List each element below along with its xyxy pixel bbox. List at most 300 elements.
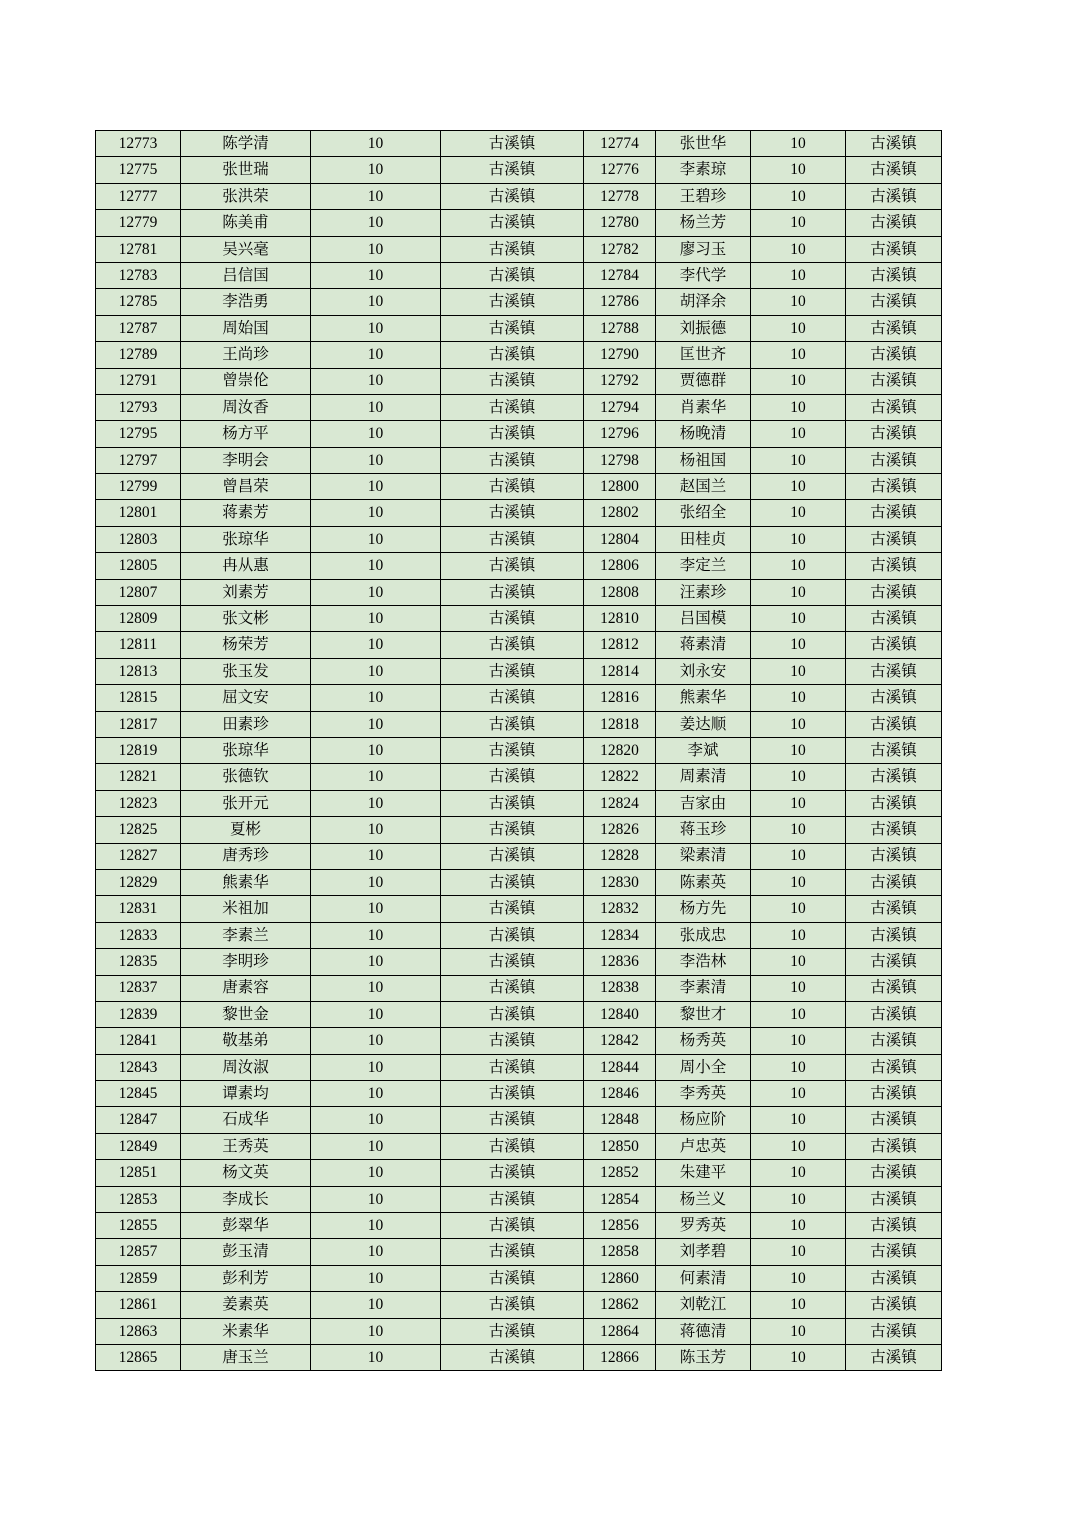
serial-number-left-cell: 12773	[96, 131, 181, 157]
table-row	[96, 975, 942, 1001]
serial-number-right-cell: 12860	[584, 1265, 656, 1291]
name-left-cell: 张文彬	[181, 606, 311, 632]
name-left-cell: 周始国	[181, 315, 311, 341]
name-right-cell: 杨兰芳	[656, 210, 751, 236]
name-left-cell: 陈美甫	[181, 210, 311, 236]
table-row	[96, 869, 942, 895]
amount-left-cell: 10	[311, 421, 441, 447]
town-right-cell: 古溪镇	[846, 658, 942, 684]
serial-number-right-cell: 12820	[584, 737, 656, 763]
town-left-cell: 古溪镇	[441, 289, 584, 315]
table-row	[96, 1028, 942, 1054]
table-row	[96, 843, 942, 869]
serial-number-left-cell: 12865	[96, 1344, 181, 1370]
name-left-cell: 唐秀珍	[181, 843, 311, 869]
name-left-cell: 杨荣芳	[181, 632, 311, 658]
town-left-cell: 古溪镇	[441, 737, 584, 763]
amount-left-cell: 10	[311, 342, 441, 368]
amount-right-cell: 10	[751, 1133, 846, 1159]
name-right-cell: 杨兰义	[656, 1186, 751, 1212]
town-right-cell: 古溪镇	[846, 183, 942, 209]
amount-left-cell: 10	[311, 658, 441, 684]
name-right-cell: 李素清	[656, 975, 751, 1001]
amount-left-cell: 10	[311, 394, 441, 420]
name-right-cell: 卢忠英	[656, 1133, 751, 1159]
serial-number-left-cell: 12819	[96, 737, 181, 763]
amount-right-cell: 10	[751, 975, 846, 1001]
table-row	[96, 1081, 942, 1107]
town-left-cell: 古溪镇	[441, 183, 584, 209]
table-row	[96, 737, 942, 763]
name-left-cell: 蒋素芳	[181, 500, 311, 526]
town-right-cell: 古溪镇	[846, 210, 942, 236]
serial-number-right-cell: 12826	[584, 817, 656, 843]
amount-right-cell: 10	[751, 579, 846, 605]
serial-number-right-cell: 12804	[584, 526, 656, 552]
serial-number-left-cell: 12841	[96, 1028, 181, 1054]
name-left-cell: 彭玉清	[181, 1239, 311, 1265]
name-right-cell: 杨晚清	[656, 421, 751, 447]
name-right-cell: 田桂贞	[656, 526, 751, 552]
serial-number-right-cell: 12862	[584, 1292, 656, 1318]
name-right-cell: 罗秀英	[656, 1213, 751, 1239]
town-left-cell: 古溪镇	[441, 1054, 584, 1080]
town-right-cell: 古溪镇	[846, 1265, 942, 1291]
serial-number-right-cell: 12858	[584, 1239, 656, 1265]
serial-number-right-cell: 12816	[584, 685, 656, 711]
table-row	[96, 474, 942, 500]
amount-right-cell: 10	[751, 817, 846, 843]
table-row	[96, 394, 942, 420]
amount-right-cell: 10	[751, 843, 846, 869]
town-left-cell: 古溪镇	[441, 764, 584, 790]
amount-left-cell: 10	[311, 210, 441, 236]
name-right-cell: 周素清	[656, 764, 751, 790]
town-left-cell: 古溪镇	[441, 1265, 584, 1291]
amount-left-cell: 10	[311, 685, 441, 711]
town-left-cell: 古溪镇	[441, 1001, 584, 1027]
serial-number-right-cell: 12814	[584, 658, 656, 684]
town-left-cell: 古溪镇	[441, 368, 584, 394]
table-row	[96, 500, 942, 526]
table-row	[96, 922, 942, 948]
name-left-cell: 吴兴毫	[181, 236, 311, 262]
table-row	[96, 1186, 942, 1212]
name-right-cell: 刘乾江	[656, 1292, 751, 1318]
serial-number-left-cell: 12861	[96, 1292, 181, 1318]
amount-right-cell: 10	[751, 131, 846, 157]
roster-table-body	[96, 131, 942, 1371]
town-right-cell: 古溪镇	[846, 711, 942, 737]
table-row	[96, 526, 942, 552]
amount-left-cell: 10	[311, 843, 441, 869]
town-left-cell: 古溪镇	[441, 1081, 584, 1107]
table-row	[96, 289, 942, 315]
amount-right-cell: 10	[751, 500, 846, 526]
serial-number-left-cell: 12849	[96, 1133, 181, 1159]
amount-left-cell: 10	[311, 711, 441, 737]
name-left-cell: 吕信国	[181, 262, 311, 288]
serial-number-right-cell: 12838	[584, 975, 656, 1001]
serial-number-left-cell: 12859	[96, 1265, 181, 1291]
table-row	[96, 764, 942, 790]
name-left-cell: 张玉发	[181, 658, 311, 684]
amount-left-cell: 10	[311, 474, 441, 500]
table-row	[96, 315, 942, 341]
name-right-cell: 杨应阶	[656, 1107, 751, 1133]
town-right-cell: 古溪镇	[846, 553, 942, 579]
name-left-cell: 曾崇伦	[181, 368, 311, 394]
amount-left-cell: 10	[311, 183, 441, 209]
amount-left-cell: 10	[311, 500, 441, 526]
name-right-cell: 汪素珍	[656, 579, 751, 605]
serial-number-left-cell: 12845	[96, 1081, 181, 1107]
name-right-cell: 姜达顺	[656, 711, 751, 737]
name-left-cell: 张洪荣	[181, 183, 311, 209]
town-left-cell: 古溪镇	[441, 474, 584, 500]
amount-left-cell: 10	[311, 1160, 441, 1186]
amount-left-cell: 10	[311, 1133, 441, 1159]
amount-left-cell: 10	[311, 975, 441, 1001]
name-left-cell: 田素珍	[181, 711, 311, 737]
serial-number-left-cell: 12839	[96, 1001, 181, 1027]
serial-number-left-cell: 12833	[96, 922, 181, 948]
name-left-cell: 姜素英	[181, 1292, 311, 1318]
name-right-cell: 肖素华	[656, 394, 751, 420]
serial-number-left-cell: 12779	[96, 210, 181, 236]
name-right-cell: 蒋德清	[656, 1318, 751, 1344]
amount-left-cell: 10	[311, 1344, 441, 1370]
town-left-cell: 古溪镇	[441, 1133, 584, 1159]
serial-number-right-cell: 12796	[584, 421, 656, 447]
amount-left-cell: 10	[311, 131, 441, 157]
amount-right-cell: 10	[751, 685, 846, 711]
town-left-cell: 古溪镇	[441, 1213, 584, 1239]
amount-right-cell: 10	[751, 869, 846, 895]
serial-number-right-cell: 12808	[584, 579, 656, 605]
town-right-cell: 古溪镇	[846, 685, 942, 711]
town-left-cell: 古溪镇	[441, 1160, 584, 1186]
town-left-cell: 古溪镇	[441, 896, 584, 922]
town-left-cell: 古溪镇	[441, 843, 584, 869]
name-right-cell: 王碧珍	[656, 183, 751, 209]
amount-right-cell: 10	[751, 790, 846, 816]
town-right-cell: 古溪镇	[846, 1160, 942, 1186]
amount-left-cell: 10	[311, 606, 441, 632]
amount-right-cell: 10	[751, 1292, 846, 1318]
amount-left-cell: 10	[311, 236, 441, 262]
name-right-cell: 梁素清	[656, 843, 751, 869]
serial-number-left-cell: 12825	[96, 817, 181, 843]
amount-right-cell: 10	[751, 289, 846, 315]
serial-number-right-cell: 12854	[584, 1186, 656, 1212]
name-right-cell: 周小全	[656, 1054, 751, 1080]
amount-right-cell: 10	[751, 922, 846, 948]
table-row	[96, 1213, 942, 1239]
name-right-cell: 胡泽余	[656, 289, 751, 315]
serial-number-left-cell: 12815	[96, 685, 181, 711]
serial-number-right-cell: 12812	[584, 632, 656, 658]
town-left-cell: 古溪镇	[441, 236, 584, 262]
town-right-cell: 古溪镇	[846, 342, 942, 368]
town-left-cell: 古溪镇	[441, 210, 584, 236]
table-row	[96, 949, 942, 975]
amount-right-cell: 10	[751, 394, 846, 420]
town-right-cell: 古溪镇	[846, 1107, 942, 1133]
name-left-cell: 王尚珍	[181, 342, 311, 368]
serial-number-left-cell: 12777	[96, 183, 181, 209]
name-right-cell: 李浩林	[656, 949, 751, 975]
serial-number-left-cell: 12829	[96, 869, 181, 895]
roster-table	[95, 130, 942, 1371]
name-right-cell: 张绍全	[656, 500, 751, 526]
name-right-cell: 李定兰	[656, 553, 751, 579]
town-right-cell: 古溪镇	[846, 975, 942, 1001]
name-left-cell: 唐素容	[181, 975, 311, 1001]
name-right-cell: 李代学	[656, 262, 751, 288]
name-right-cell: 何素清	[656, 1265, 751, 1291]
table-row	[96, 210, 942, 236]
table-row	[96, 1265, 942, 1291]
town-left-cell: 古溪镇	[441, 1344, 584, 1370]
amount-left-cell: 10	[311, 157, 441, 183]
amount-right-cell: 10	[751, 1213, 846, 1239]
name-right-cell: 杨方先	[656, 896, 751, 922]
serial-number-right-cell: 12802	[584, 500, 656, 526]
amount-right-cell: 10	[751, 157, 846, 183]
amount-left-cell: 10	[311, 289, 441, 315]
amount-right-cell: 10	[751, 658, 846, 684]
name-right-cell: 廖习玉	[656, 236, 751, 262]
amount-right-cell: 10	[751, 1107, 846, 1133]
serial-number-left-cell: 12775	[96, 157, 181, 183]
serial-number-left-cell: 12863	[96, 1318, 181, 1344]
serial-number-left-cell: 12857	[96, 1239, 181, 1265]
town-right-cell: 古溪镇	[846, 131, 942, 157]
name-right-cell: 匡世齐	[656, 342, 751, 368]
serial-number-left-cell: 12789	[96, 342, 181, 368]
name-right-cell: 张世华	[656, 131, 751, 157]
table-row	[96, 342, 942, 368]
amount-right-cell: 10	[751, 632, 846, 658]
amount-left-cell: 10	[311, 1265, 441, 1291]
serial-number-left-cell: 12817	[96, 711, 181, 737]
town-left-cell: 古溪镇	[441, 817, 584, 843]
table-row	[96, 817, 942, 843]
town-right-cell: 古溪镇	[846, 157, 942, 183]
serial-number-right-cell: 12844	[584, 1054, 656, 1080]
amount-left-cell: 10	[311, 262, 441, 288]
amount-right-cell: 10	[751, 1239, 846, 1265]
serial-number-right-cell: 12782	[584, 236, 656, 262]
name-right-cell: 吕国模	[656, 606, 751, 632]
table-row	[96, 711, 942, 737]
amount-left-cell: 10	[311, 447, 441, 473]
name-right-cell: 熊素华	[656, 685, 751, 711]
name-left-cell: 李明珍	[181, 949, 311, 975]
town-right-cell: 古溪镇	[846, 1318, 942, 1344]
table-row	[96, 579, 942, 605]
serial-number-left-cell: 12851	[96, 1160, 181, 1186]
town-right-cell: 古溪镇	[846, 737, 942, 763]
serial-number-right-cell: 12856	[584, 1213, 656, 1239]
amount-right-cell: 10	[751, 210, 846, 236]
town-left-cell: 古溪镇	[441, 394, 584, 420]
name-left-cell: 张德钦	[181, 764, 311, 790]
name-right-cell: 李斌	[656, 737, 751, 763]
town-left-cell: 古溪镇	[441, 1239, 584, 1265]
name-right-cell: 陈素英	[656, 869, 751, 895]
table-row	[96, 606, 942, 632]
serial-number-right-cell: 12828	[584, 843, 656, 869]
town-right-cell: 古溪镇	[846, 368, 942, 394]
name-right-cell: 吉家由	[656, 790, 751, 816]
town-left-cell: 古溪镇	[441, 869, 584, 895]
serial-number-right-cell: 12810	[584, 606, 656, 632]
serial-number-right-cell: 12786	[584, 289, 656, 315]
town-left-cell: 古溪镇	[441, 606, 584, 632]
name-left-cell: 张开元	[181, 790, 311, 816]
serial-number-left-cell: 12807	[96, 579, 181, 605]
town-left-cell: 古溪镇	[441, 975, 584, 1001]
serial-number-right-cell: 12824	[584, 790, 656, 816]
amount-right-cell: 10	[751, 711, 846, 737]
amount-right-cell: 10	[751, 949, 846, 975]
amount-left-cell: 10	[311, 922, 441, 948]
town-left-cell: 古溪镇	[441, 579, 584, 605]
serial-number-left-cell: 12837	[96, 975, 181, 1001]
name-right-cell: 蒋素清	[656, 632, 751, 658]
amount-left-cell: 10	[311, 1054, 441, 1080]
serial-number-left-cell: 12783	[96, 262, 181, 288]
table-row	[96, 183, 942, 209]
serial-number-left-cell: 12831	[96, 896, 181, 922]
name-left-cell: 周汝香	[181, 394, 311, 420]
amount-left-cell: 10	[311, 1186, 441, 1212]
serial-number-right-cell: 12822	[584, 764, 656, 790]
table-row	[96, 1344, 942, 1370]
town-left-cell: 古溪镇	[441, 421, 584, 447]
town-right-cell: 古溪镇	[846, 606, 942, 632]
town-right-cell: 古溪镇	[846, 790, 942, 816]
name-right-cell: 黎世才	[656, 1001, 751, 1027]
serial-number-right-cell: 12806	[584, 553, 656, 579]
name-left-cell: 张世瑞	[181, 157, 311, 183]
amount-right-cell: 10	[751, 1318, 846, 1344]
serial-number-right-cell: 12834	[584, 922, 656, 948]
amount-left-cell: 10	[311, 1318, 441, 1344]
serial-number-right-cell: 12850	[584, 1133, 656, 1159]
table-row	[96, 1054, 942, 1080]
amount-right-cell: 10	[751, 236, 846, 262]
name-right-cell: 朱建平	[656, 1160, 751, 1186]
amount-right-cell: 10	[751, 1344, 846, 1370]
amount-right-cell: 10	[751, 315, 846, 341]
serial-number-right-cell: 12798	[584, 447, 656, 473]
name-left-cell: 杨方平	[181, 421, 311, 447]
amount-left-cell: 10	[311, 949, 441, 975]
table-row	[96, 658, 942, 684]
serial-number-left-cell: 12787	[96, 315, 181, 341]
name-left-cell: 唐玉兰	[181, 1344, 311, 1370]
name-right-cell: 李秀英	[656, 1081, 751, 1107]
name-left-cell: 张琼华	[181, 737, 311, 763]
town-right-cell: 古溪镇	[846, 764, 942, 790]
town-right-cell: 古溪镇	[846, 421, 942, 447]
serial-number-right-cell: 12840	[584, 1001, 656, 1027]
town-left-cell: 古溪镇	[441, 553, 584, 579]
name-left-cell: 李浩勇	[181, 289, 311, 315]
town-right-cell: 古溪镇	[846, 922, 942, 948]
amount-right-cell: 10	[751, 262, 846, 288]
town-right-cell: 古溪镇	[846, 262, 942, 288]
town-left-cell: 古溪镇	[441, 1318, 584, 1344]
serial-number-right-cell: 12848	[584, 1107, 656, 1133]
serial-number-left-cell: 12785	[96, 289, 181, 315]
name-left-cell: 冉从惠	[181, 553, 311, 579]
name-left-cell: 谭素均	[181, 1081, 311, 1107]
table-row	[96, 553, 942, 579]
name-left-cell: 彭翠华	[181, 1213, 311, 1239]
serial-number-right-cell: 12864	[584, 1318, 656, 1344]
town-right-cell: 古溪镇	[846, 632, 942, 658]
serial-number-left-cell: 12813	[96, 658, 181, 684]
town-left-cell: 古溪镇	[441, 131, 584, 157]
serial-number-left-cell: 12791	[96, 368, 181, 394]
name-left-cell: 米祖加	[181, 896, 311, 922]
name-left-cell: 曾昌荣	[181, 474, 311, 500]
serial-number-left-cell: 12855	[96, 1213, 181, 1239]
name-right-cell: 刘永安	[656, 658, 751, 684]
serial-number-left-cell: 12803	[96, 526, 181, 552]
name-right-cell: 李素琼	[656, 157, 751, 183]
town-right-cell: 古溪镇	[846, 447, 942, 473]
serial-number-right-cell: 12792	[584, 368, 656, 394]
amount-right-cell: 10	[751, 737, 846, 763]
amount-left-cell: 10	[311, 737, 441, 763]
amount-right-cell: 10	[751, 526, 846, 552]
serial-number-right-cell: 12788	[584, 315, 656, 341]
table-row	[96, 447, 942, 473]
amount-right-cell: 10	[751, 474, 846, 500]
serial-number-right-cell: 12836	[584, 949, 656, 975]
serial-number-right-cell: 12866	[584, 1344, 656, 1370]
name-left-cell: 彭利芳	[181, 1265, 311, 1291]
serial-number-left-cell: 12805	[96, 553, 181, 579]
table-row	[96, 1133, 942, 1159]
table-row	[96, 131, 942, 157]
amount-left-cell: 10	[311, 1107, 441, 1133]
town-right-cell: 古溪镇	[846, 500, 942, 526]
town-right-cell: 古溪镇	[846, 1028, 942, 1054]
serial-number-left-cell: 12835	[96, 949, 181, 975]
amount-left-cell: 10	[311, 553, 441, 579]
amount-left-cell: 10	[311, 1081, 441, 1107]
serial-number-left-cell: 12795	[96, 421, 181, 447]
town-right-cell: 古溪镇	[846, 1239, 942, 1265]
town-left-cell: 古溪镇	[441, 949, 584, 975]
town-right-cell: 古溪镇	[846, 1292, 942, 1318]
town-right-cell: 古溪镇	[846, 1213, 942, 1239]
table-row	[96, 236, 942, 262]
name-right-cell: 贾德群	[656, 368, 751, 394]
amount-left-cell: 10	[311, 632, 441, 658]
name-left-cell: 刘素芳	[181, 579, 311, 605]
town-left-cell: 古溪镇	[441, 790, 584, 816]
amount-right-cell: 10	[751, 896, 846, 922]
town-left-cell: 古溪镇	[441, 157, 584, 183]
serial-number-right-cell: 12794	[584, 394, 656, 420]
